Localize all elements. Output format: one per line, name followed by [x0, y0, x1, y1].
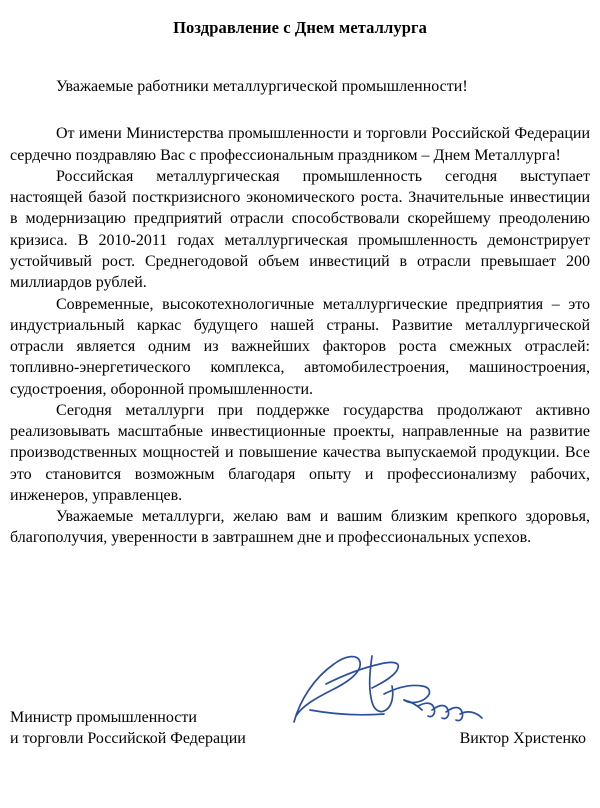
salutation-text: Уважаемые работники металлургической промышленности! — [56, 77, 468, 95]
signatory-position — [10, 707, 246, 750]
paragraph-1: От имени Министерства промышленности и торговли Российской Федерации сердечно поздравляю Вас с профессиональным праздником – Днем Металлурга! — [10, 125, 590, 164]
paragraph-4: Сегодня металлурги при поддержке государства продолжают активно реализовывать масштабные инвестиционные проекты, направленные на развитие производственных мощностей и повышение качества выпускаемой продукции. Все это становится возможным благодаря опыту и профессионализму рабочих, инженеров, управленцев. — [10, 401, 590, 504]
handwritten-signature-icon — [280, 644, 490, 736]
page-title: Поздравление с Днем металлурга — [173, 18, 427, 37]
signatory-position-line-2: и торговли Российской Федерации — [10, 730, 246, 748]
signatory-name: Виктор Христенко — [459, 730, 586, 748]
paragraph-2: Российская металлургическая промышленность сегодня выступает настоящей базой посткризисного экономического роста. Значительные инвестиции в модернизацию предприятий отрасли способствовали скорейшему преодолению кризиса. В 2010-2011 годах металлургическая промышленность демонстрирует устойчивый рост. Среднегодовой объем инвестиций в отрасли превышает 200 миллиардов рублей. — [10, 167, 590, 292]
document-body — [10, 123, 590, 548]
paragraph-3: Современные, высокотехнологичные металлургические предприятия – это индустриальный каркас будущего нашей страны. Развитие металлургической отрасли является одним из важнейших факторов роста смежных отраслей: топливно-энергетического комплекса, автомобилестроения, машиностроения, судостроения, оборонной промышленности. — [10, 295, 590, 398]
signature-block — [10, 640, 590, 750]
signatory-position-line-1: Министр промышленности — [10, 708, 197, 726]
paragraph-5: Уважаемые металлурги, желаю вам и вашим близким крепкого здоровья, благополучия, уверенности в завтрашнем дне и профессиональных успехов. — [10, 508, 590, 547]
